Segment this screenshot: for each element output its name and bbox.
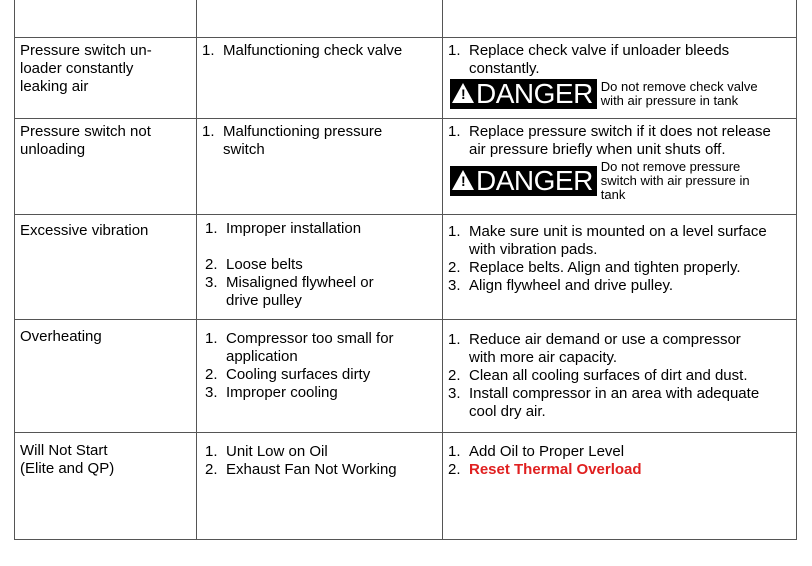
- danger-text: Do not remove check valve with air pressure in tank: [600, 79, 758, 108]
- problem-cell: Pressure switch un- loader constantly leaking air: [20, 42, 152, 95]
- problem-cell: Pressure switch not unloading: [20, 123, 151, 158]
- danger-text: Do not remove pressure switch with air pressure in tank: [600, 159, 750, 202]
- remedy-item: 2. Replace belts. Align and tighten properly.: [448, 259, 741, 276]
- remedy-item: 1. Replace pressure switch if it does not release air pressure briefly when unit shuts off.: [448, 123, 771, 158]
- cause-item: 2. Exhaust Fan Not Working: [205, 461, 397, 478]
- row-divider: [14, 37, 797, 38]
- remedy-item: 1. Add Oil to Proper Level: [448, 443, 625, 460]
- remedy-item: 3. Install compressor in an area with adequate cool dry air.: [448, 385, 760, 420]
- row-divider: [14, 118, 797, 119]
- cause-cell: [205, 330, 441, 402]
- remedy-cell: [448, 331, 796, 421]
- warning-triangle-icon: [452, 83, 474, 103]
- reset-thermal-overload-text: Reset Thermal Overload: [469, 461, 642, 478]
- remedy-item: 2. Reset Thermal Overload: [448, 461, 796, 479]
- problem-cell: Will Not Start (Elite and QP): [20, 442, 115, 477]
- cause-item: 3. Improper cooling: [205, 384, 338, 401]
- cause-item: 2. Loose belts: [205, 256, 303, 273]
- column-divider: [196, 0, 197, 540]
- remedy-item: 3. Align flywheel and drive pulley.: [448, 277, 674, 294]
- warning-triangle-icon: [452, 170, 474, 190]
- danger-warning: [450, 160, 750, 202]
- remedy-item: 1. Make sure unit is mounted on a level surface with vibration pads.: [448, 223, 767, 258]
- cause-item: 2. Cooling surfaces dirty: [205, 366, 371, 383]
- row-divider: [14, 319, 797, 320]
- problem-cell: Overheating: [20, 328, 102, 345]
- remedy-cell: [448, 123, 796, 159]
- remedy-item: 1. Reduce air demand or use a compressor with more air capacity.: [448, 331, 741, 366]
- danger-label: ! DANGER: [450, 79, 597, 109]
- remedy-item: 2. Clean all cooling surfaces of dirt and dust.: [448, 367, 748, 384]
- problem-cell: Excessive vibration: [20, 222, 149, 239]
- cause-item: 1. Compressor too small for application: [205, 330, 394, 365]
- cause-item: 1. Improper installation: [205, 220, 362, 237]
- row-divider: [14, 432, 797, 433]
- cause-cell: [202, 123, 438, 159]
- remedy-cell: [448, 443, 796, 479]
- remedy-cell: [448, 42, 796, 78]
- row-divider: [14, 214, 797, 215]
- danger-label: ! DANGER: [450, 166, 597, 196]
- remedy-item: 1. Replace check valve if unloader bleeds constantly.: [448, 42, 730, 77]
- column-divider: [442, 0, 443, 540]
- cause-cell: [205, 443, 441, 479]
- cause-item: 1. Malfunctioning pressure switch: [202, 123, 383, 158]
- remedy-cell: [448, 223, 796, 295]
- cause-item: 1. Unit Low on Oil: [205, 443, 328, 460]
- cause-cell: [202, 42, 438, 60]
- cause-cell: [205, 220, 441, 310]
- cause-item: 1. Malfunctioning check valve: [202, 42, 403, 59]
- cause-item: 3. Misaligned flywheel or drive pulley: [205, 274, 374, 309]
- danger-warning: [450, 79, 758, 109]
